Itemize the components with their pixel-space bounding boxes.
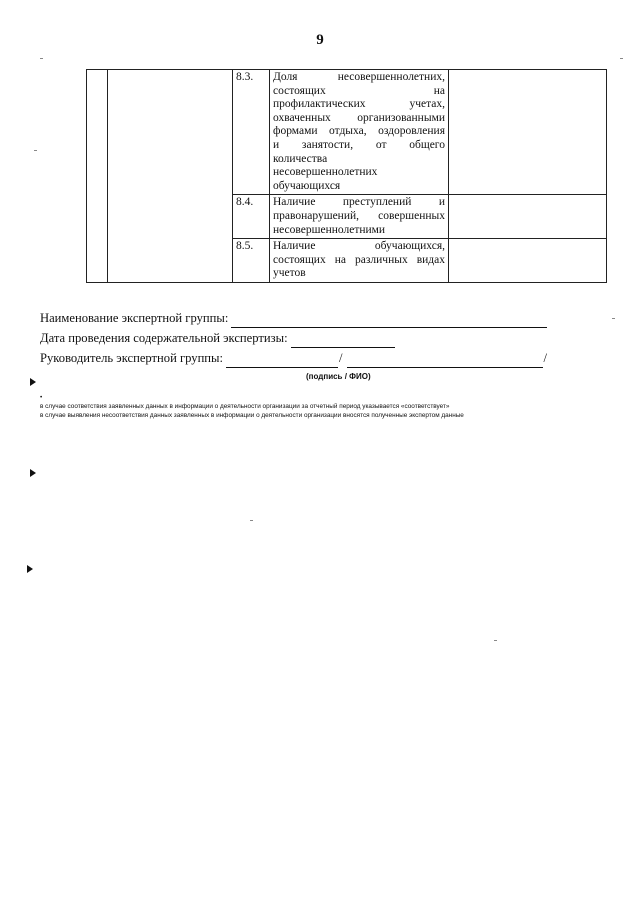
indicator-line: формами отдыха, оздоровления <box>273 125 445 138</box>
group-name-field[interactable] <box>231 313 547 328</box>
separator-slash: / <box>339 351 343 365</box>
value-cell[interactable] <box>449 195 607 239</box>
indicator-line: несовершеннолетними <box>273 223 386 236</box>
scan-speck <box>494 640 497 641</box>
item-number: 8.5. <box>233 239 270 283</box>
date-field[interactable] <box>291 333 395 348</box>
scan-speck <box>40 58 43 59</box>
table-row <box>87 70 607 195</box>
indicator-line: состоящих на <box>273 84 445 97</box>
signature-caption: (подпись / ФИО) <box>306 372 371 381</box>
leader-label: Руководитель экспертной группы: <box>40 351 224 365</box>
indicator-line: Наличие обучающихся, <box>273 240 445 253</box>
scan-mark-3 <box>27 565 33 573</box>
footnote-bullet: • <box>40 394 43 401</box>
leader-row <box>40 348 600 368</box>
footnotes <box>40 393 580 420</box>
footnote-2: в случае выявления несоответствия данных заявленных в информации о деятельности организации вносятся полученные экспертом данные <box>40 412 464 419</box>
full-name-field[interactable] <box>347 353 543 368</box>
date-label: Дата проведения содержательной экспертизы: <box>40 331 288 345</box>
page-number: 9 <box>316 32 324 48</box>
item-number: 8.4. <box>233 195 270 239</box>
closing-slash: / <box>543 351 548 365</box>
indicator-line: состоящих на различных видах <box>273 253 445 266</box>
indicator-line: несовершеннолетних <box>273 166 378 179</box>
indicator-line: правонарушений, совершенных <box>273 209 445 222</box>
scan-speck <box>620 58 623 59</box>
indicator-line: профилактических учетах, <box>273 98 445 111</box>
empty-cell <box>87 70 108 283</box>
criteria-table <box>86 69 607 283</box>
signature-field[interactable] <box>226 353 338 368</box>
indicator-line: Доля несовершеннолетних, <box>273 71 445 83</box>
indicator-line: обучающихся <box>273 179 341 192</box>
indicator-line: учетов <box>273 267 306 280</box>
indicator-line: Наличие преступлений и <box>273 196 445 209</box>
scan-mark-1 <box>30 378 36 386</box>
value-cell[interactable] <box>449 70 607 195</box>
date-row <box>40 328 600 348</box>
footnote-1: в случае соответствия заявленных данных в информации о деятельности организации за отчетный период указывается «соответствует» <box>40 403 450 410</box>
expert-info <box>40 308 600 368</box>
item-number: 8.3. <box>233 70 270 195</box>
value-cell[interactable] <box>449 239 607 283</box>
group-name-row <box>40 308 600 328</box>
empty-cell <box>108 70 233 283</box>
indicator-line: количества <box>273 152 328 165</box>
indicator-line: и занятости, от общего <box>273 138 445 151</box>
table-body <box>87 70 607 283</box>
scan-mark-2 <box>30 469 36 477</box>
scan-speck <box>250 520 253 521</box>
indicator-text <box>270 239 449 283</box>
indicator-text <box>270 195 449 239</box>
group-name-label: Наименование экспертной группы: <box>40 311 229 325</box>
indicator-line: охваченных организованными <box>273 111 445 124</box>
indicator-text <box>270 70 449 195</box>
scan-speck <box>612 318 615 319</box>
scan-speck <box>34 150 37 151</box>
